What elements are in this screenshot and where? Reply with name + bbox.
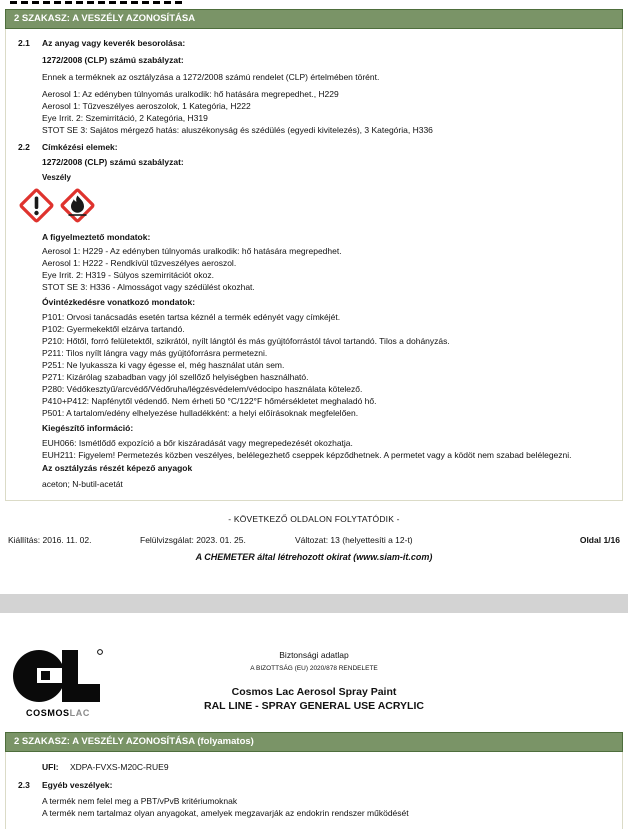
classification-line: Eye Irrit. 2: Szemirritáció, 2 Kategória, H319 xyxy=(42,113,208,123)
sds-page2-box xyxy=(5,732,623,829)
sds-page1-box xyxy=(5,9,623,501)
ghs02-flame-icon xyxy=(59,187,96,224)
precaution-line: P410+P412: Napfénytől védendő. Nem érheti 50 °C/122°F hőmérsékletet meghaladó hő. xyxy=(42,396,377,406)
precaution-line: P251: Ne lyukassza ki vagy égesse el, még használat után sem. xyxy=(42,360,285,370)
precaution-line: P271: Kizárólag szabadban vagy jól szellőző helyiségben használható. xyxy=(42,372,309,382)
subsection-title: Az anyag vagy keverék besorolása: xyxy=(42,38,186,48)
other-hazard-line: A termék nem tartalmaz olyan anyagokat, amelyek megzavarják az endokrin rendszer működését xyxy=(42,808,409,818)
ghs-pictograms xyxy=(18,187,612,224)
footer-review-date: Felülvizsgálat: 2023. 01. 25. xyxy=(140,535,246,545)
section-2-continued-content xyxy=(6,752,622,829)
continues-next-page-note: - KÖVETKEZŐ OLDALON FOLYTATÓDIK - xyxy=(228,514,400,524)
product-name-line1: Cosmos Lac Aerosol Spray Paint xyxy=(231,686,397,698)
subsection-number: 2.3 xyxy=(18,780,30,790)
classification-line: Aerosol 1: Tűzveszélyes aeroszolok, 1 Kategória, H222 xyxy=(42,101,251,111)
ufi-row xyxy=(42,761,612,773)
hazard-statement-lines xyxy=(42,245,612,293)
signal-word: Veszély xyxy=(42,173,71,182)
classification-lines xyxy=(42,88,612,136)
ufi-value: XDPA-FVXS-M20C-RUE9 xyxy=(70,762,169,772)
hazard-line: STOT SE 3: H336 - Almosságot vagy szédülést okozhat. xyxy=(42,282,255,292)
warning-statements-heading: A figyelmeztető mondatok: xyxy=(42,232,151,242)
other-hazard-lines xyxy=(42,795,612,819)
precaution-line: P101: Orvosi tanácsadás esetén tartsa kéznél a termék edényét vagy címkéjét. xyxy=(42,312,341,322)
substances-heading: Az osztályzás részét képező anyagok xyxy=(42,463,193,473)
page2-header xyxy=(0,645,628,725)
precaution-line: P210: Hőtől, forró felületektől, szikrától, nyílt lángtól és más gyújtóforrástól távol tartandó. Tilos a dohányzás. xyxy=(42,336,450,346)
precaution-line: P280: Védőkesztyű/arcvédő/Védőruha/légzésvédelem/védocipo használata kötelező. xyxy=(42,384,363,394)
supplementary-line: EUH066: Ismétlődő expozíció a bőr kiszáradását vagy megrepedezését okozhatja. xyxy=(42,438,353,448)
supplementary-info-heading: Kiegészítő információ: xyxy=(42,423,134,433)
subsection-2-3 xyxy=(18,779,612,791)
document-regulation-subtitle: A BIZOTTSÁG (EU) 2020/878 RENDELETE xyxy=(250,665,378,672)
classification-line: Aerosol 1: Az edényben túlnyomás uralkodik: hő hatására megrepedhet., H229 xyxy=(42,89,339,99)
logo-brand-bold: COSMOS xyxy=(26,708,70,718)
subsection-title: Egyéb veszélyek: xyxy=(42,780,113,790)
subsection-number: 2.1 xyxy=(18,38,30,48)
previous-section-cutoff xyxy=(10,1,182,4)
hazard-line: Aerosol 1: H229 - Az edényben túlnyomás uralkodik: hő hatására megrepedhet. xyxy=(42,246,342,256)
cosmoslac-logo xyxy=(8,647,108,719)
section-2-header-bar: 2 SZAKASZ: A VESZÉLY AZONOSÍTÁSA xyxy=(5,9,623,29)
footer-issued-date: Kiállítás: 2016. 11. 02. xyxy=(8,535,92,545)
classification-line: STOT SE 3: Sajátos mérgező hatás: aluszékonyság és szédülés (egyedi kivitelezés), 3 Kategória, H336 xyxy=(42,125,433,135)
precaution-line: P211: Tilos nyílt lángra vagy más gyújtóforrásra permetezni. xyxy=(42,348,268,358)
section-2-continued-header-bar: 2 SZAKASZ: A VESZÉLY AZONOSÍTÁSA (folyamatos) xyxy=(5,732,623,752)
precaution-line: P102: Gyermekektől elzárva tartandó. xyxy=(42,324,185,334)
footer-page-number: Oldal 1/16 xyxy=(579,535,620,545)
footer-version: Változat: 13 (helyettesíti a 12-t) xyxy=(295,535,413,545)
subsection-number: 2.2 xyxy=(18,142,30,152)
clp-intro-text: Ennek a terméknek az osztályzása a 1272/2008 számú rendelet (CLP) értelmében törént. xyxy=(42,72,380,82)
precaution-lines xyxy=(42,311,612,419)
page-footer xyxy=(8,534,620,546)
substances-value: aceton; N-butil-acetát xyxy=(42,479,123,489)
ufi-label: UFI: xyxy=(42,762,59,772)
supplementary-line: EUH211: Figyelem! Permetezés közben veszélyes, belélegezhető cseppek képződhetnek. A permetet vagy a ködöt nem szabad belélegezni. xyxy=(42,450,572,460)
subsection-2-2 xyxy=(18,141,612,153)
clp-regulation-heading-2: 1272/2008 (CLP) számú szabályzat: xyxy=(42,157,184,167)
page-break-band xyxy=(0,594,628,613)
precaution-statements-heading: Óvintézkedésre vonatkozó mondatok: xyxy=(42,297,196,307)
precaution-line: P501: A tartalom/edény elhelyezése hulladékként: a helyi előírásoknak megfelelően. xyxy=(42,408,359,418)
hazard-line: Aerosol 1: H222 - Rendkívül tűzveszélyes aeroszol. xyxy=(42,258,237,268)
other-hazard-line: A termék nem felel meg a PBT/vPvB kritériumoknak xyxy=(42,796,238,806)
subsection-2-1 xyxy=(18,37,612,49)
product-name-line2: RAL LINE - SPRAY GENERAL USE ACRYLIC xyxy=(204,700,424,712)
hazard-line: Eye Irrit. 2: H319 - Súlyos szemirritációt okoz. xyxy=(42,270,214,280)
clp-regulation-heading: 1272/2008 (CLP) számú szabályzat: xyxy=(42,55,184,65)
cosmoslac-logo-text xyxy=(8,707,108,719)
footer-generator-note: A CHEMETER által létrehozott okirat (www.siam-it.com) xyxy=(195,552,433,562)
document-title: Biztonsági adatlap xyxy=(279,650,349,660)
supplementary-lines xyxy=(42,437,612,461)
ghs07-exclamation-icon xyxy=(18,187,55,224)
logo-brand-light: LAC xyxy=(69,708,90,718)
section-2-content xyxy=(6,29,622,500)
subsection-title: Címkézési elemek: xyxy=(42,142,118,152)
cosmoslac-logo-icon xyxy=(12,647,104,703)
